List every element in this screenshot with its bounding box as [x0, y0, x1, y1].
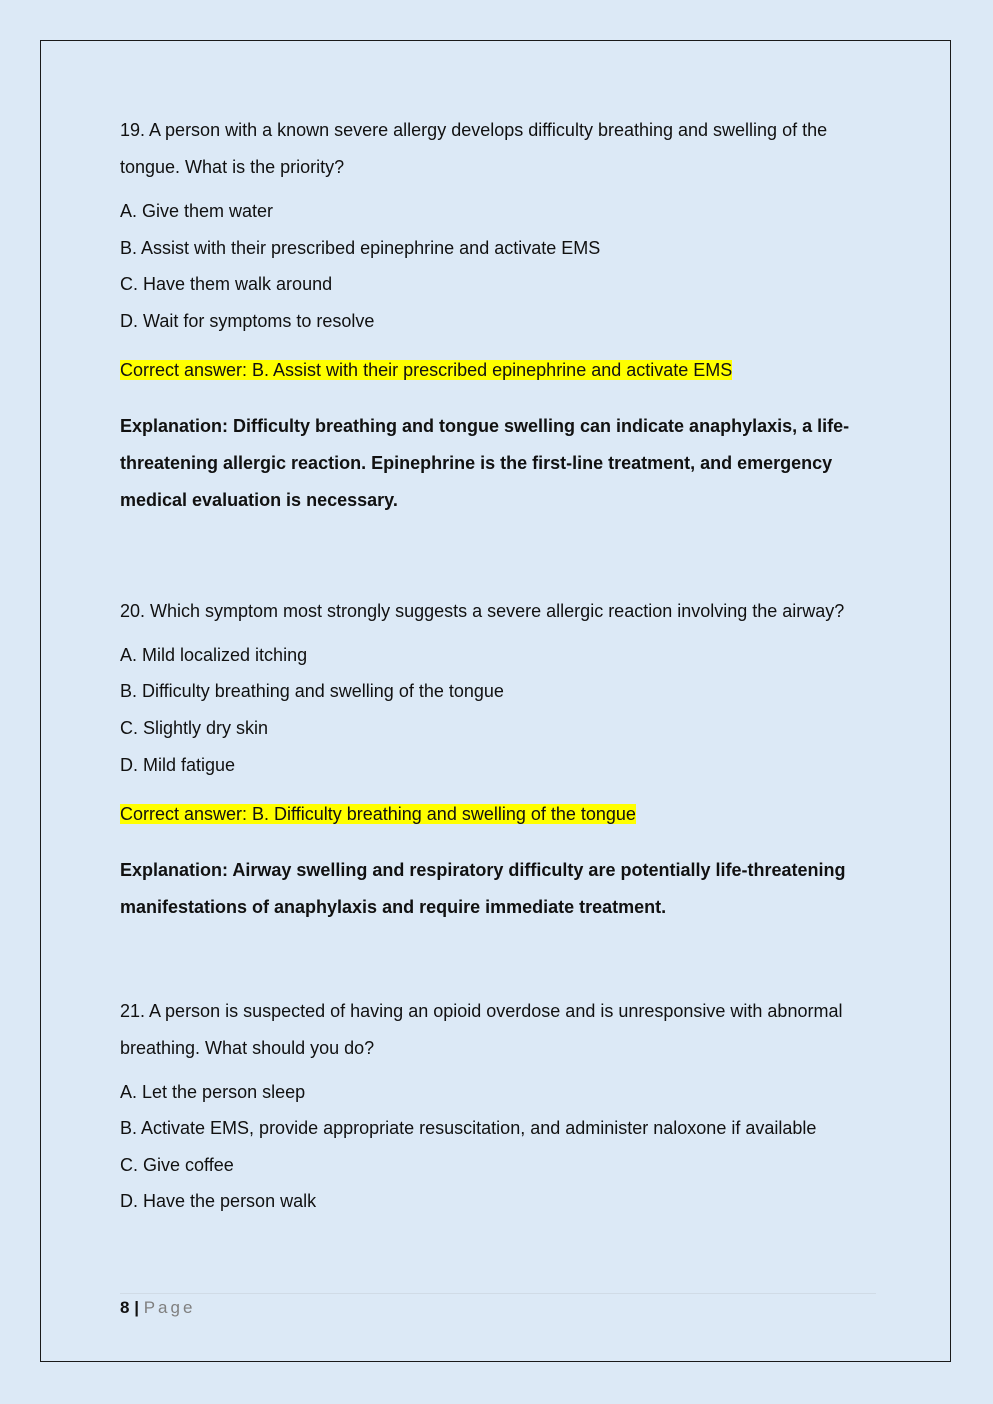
option-a: A. Mild localized itching — [120, 644, 308, 665]
correct-answer — [120, 802, 876, 826]
option-list — [120, 199, 876, 333]
option-a: A. Give them water — [120, 201, 274, 221]
question-text: 19. A person with a known severe allergy develops difficulty breathing and swelling of the tongue. What is the priority? — [120, 120, 828, 177]
explanation-text: Explanation: Airway swelling and respiratory difficulty are potentially life-threatening manifestations of anaphylaxis and require immediate treatment. — [120, 859, 846, 917]
option-b: B. Assist with their prescribed epinephrine and activate EMS — [120, 237, 601, 258]
option-b: B. Activate EMS, provide appropriate resuscitation, and administer naloxone if available — [120, 1118, 817, 1139]
option-a: A. Let the person sleep — [120, 1081, 306, 1102]
footer-divider — [120, 1293, 876, 1294]
document-content — [120, 112, 876, 1238]
option-list — [120, 1080, 876, 1214]
question-text: 20. Which symptom most strongly suggests a severe allergic reaction involving the airway? — [120, 600, 845, 621]
question-text: 21. A person is suspected of having an opioid overdose and is unresponsive with abnormal breathing. What should you do? — [120, 1000, 843, 1058]
page-number: 8 — [120, 1298, 130, 1317]
page-footer — [120, 1297, 195, 1319]
question-block-19 — [120, 112, 876, 519]
page-label: Page — [143, 1298, 196, 1317]
correct-answer-highlight: Correct answer: B. Difficulty breathing and swelling of the tongue — [120, 803, 636, 824]
spacer — [120, 519, 876, 593]
explanation-text: Explanation: Difficulty breathing and tongue swelling can indicate anaphylaxis, a life-threatening allergic reaction. Epinephrine is the first-line treatment, and emergency medical evaluation is necessary. — [120, 415, 850, 510]
option-c: C. Slightly dry skin — [120, 717, 269, 738]
option-b: B. Difficulty breathing and swelling of the tongue — [120, 681, 504, 702]
option-d: D. Have the person walk — [120, 1191, 317, 1212]
option-list — [120, 643, 876, 777]
question-block-20 — [120, 593, 876, 926]
correct-answer — [120, 358, 876, 382]
option-c: C. Give coffee — [120, 1154, 234, 1175]
spacer — [120, 926, 876, 993]
footer-separator: | — [134, 1298, 139, 1317]
option-d: D. Mild fatigue — [120, 754, 236, 775]
question-block-21 — [120, 993, 876, 1214]
option-d: D. Wait for symptoms to resolve — [120, 310, 375, 331]
option-c: C. Have them walk around — [120, 274, 333, 295]
correct-answer-highlight: Correct answer: B. Assist with their prescribed epinephrine and activate EMS — [120, 359, 733, 380]
